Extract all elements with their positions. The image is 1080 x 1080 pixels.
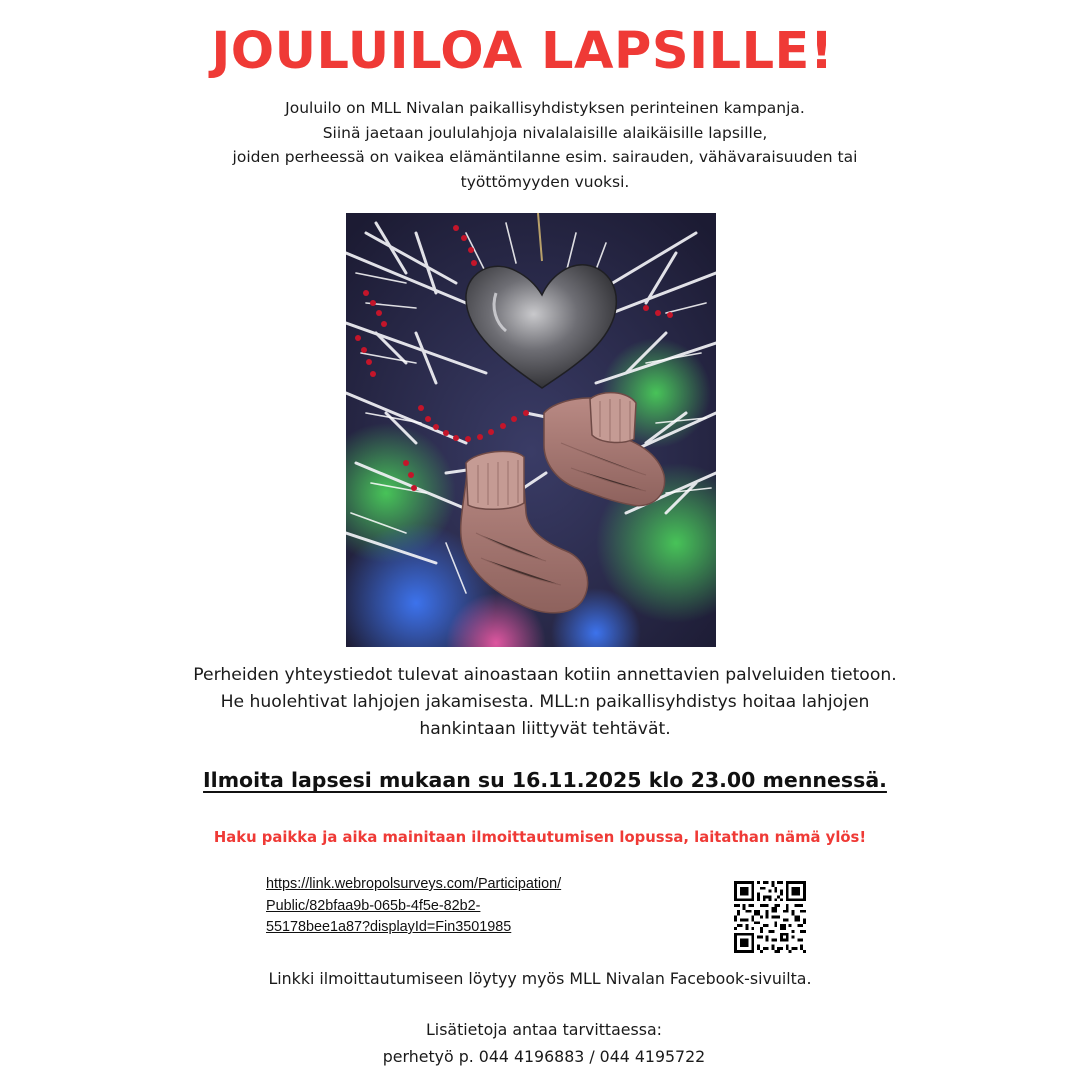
intro-line: Jouluilo on MLL Nivalan paikallisyhdistyksen perinteinen kampanja. (285, 99, 805, 117)
info-paragraph (40, 662, 1050, 743)
intro-line: työttömyyden vuoksi. (460, 172, 630, 191)
registration-link-line[interactable]: 55178bee1a87?displayId=Fin3501985 (266, 919, 512, 935)
facebook-note: Linkki ilmoittautumiseen löytyy myös MLL Nivalan Facebook-sivuilta. (268, 969, 812, 988)
intro-line: Siinä jaetaan joululahjoja nivalalaisille alaikäisille lapsille, (322, 123, 768, 142)
page-title: JOULUILOA LAPSILLE! (211, 22, 834, 81)
registration-link-line[interactable]: https://link.webropolsurveys.com/Participation/ (266, 876, 562, 892)
contact-line: Lisätietoja antaa tarvittaessa: (426, 1020, 662, 1039)
qr-code-icon (734, 881, 806, 953)
registration-link-line[interactable]: Public/82bfaa9b-065b-4f5e-82b2- (266, 897, 481, 914)
christmas-photo-illustration (346, 213, 716, 647)
info-line: Perheiden yhteystiedot tulevat ainoastaan kotiin annettavien palveluiden tietoon. (193, 665, 897, 685)
contact-line: perhetyö p. 044 4196883 / 044 4195722 (382, 1047, 706, 1066)
registration-link[interactable] (266, 874, 666, 939)
info-line: hankintaan liittyvät tehtävät. (419, 719, 671, 739)
important-note: Haku paikka ja aika mainitaan ilmoittautumisen lopussa, laitathan nämä ylös! (213, 829, 867, 846)
registration-deadline: Ilmoita lapsesi mukaan su 16.11.2025 klo 23.00 mennessä. (203, 768, 887, 792)
contact-info (0, 1016, 1080, 1070)
qr-code-graphic (734, 881, 806, 953)
christmas-photo (346, 213, 716, 647)
info-line: He huolehtivat lahjojen jakamisesta. MLL:n paikallisyhdistys hoitaa lahjojen (220, 692, 870, 712)
intro-line: joiden perheessä on vaikea elämäntilanne esim. sairauden, vähävaraisuuden tai (232, 148, 858, 166)
intro-text (60, 96, 1030, 194)
